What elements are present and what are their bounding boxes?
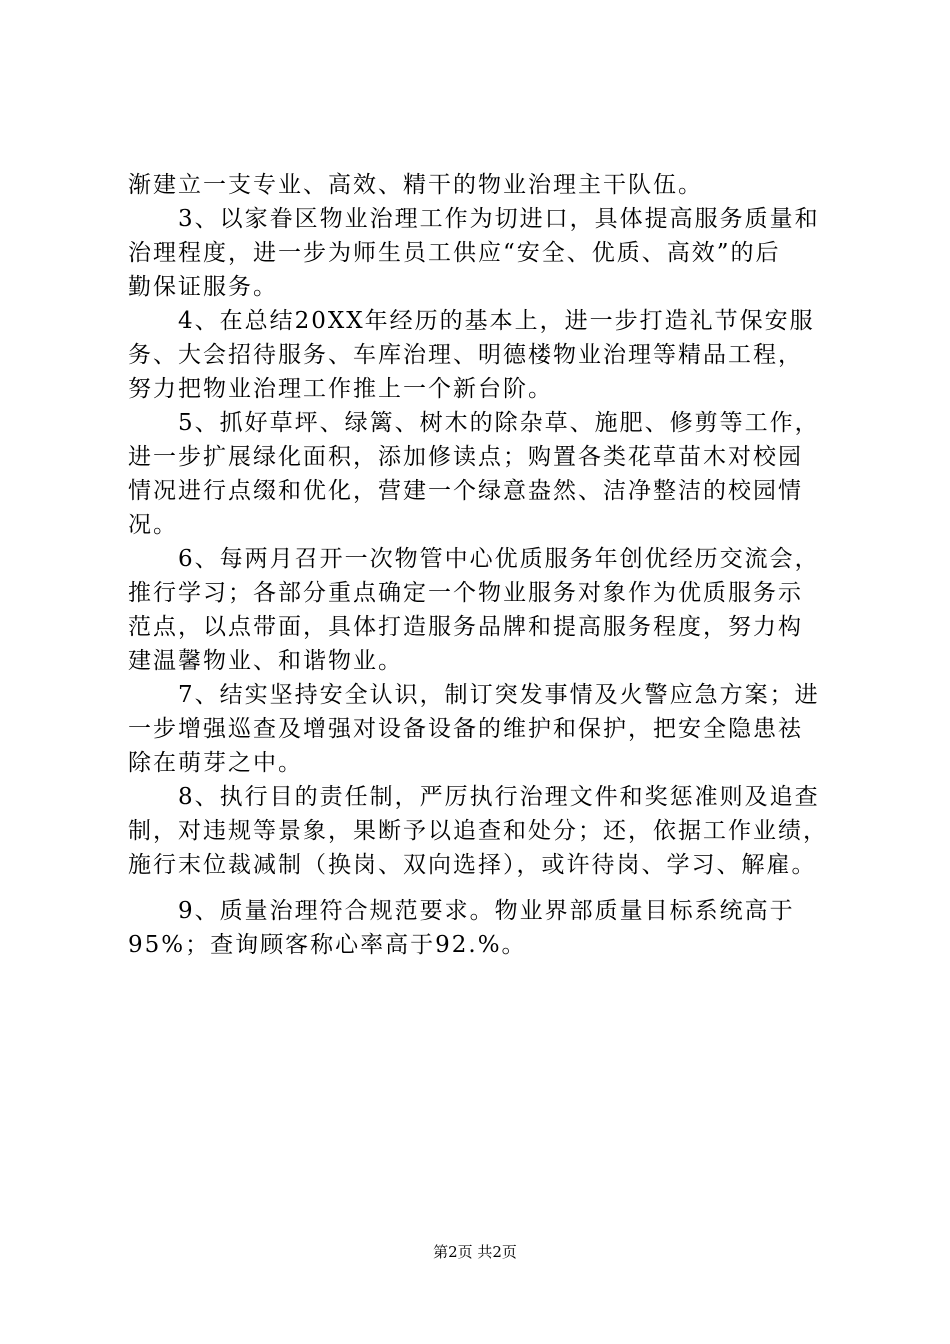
text-line: 一步增强巡查及增强对设备设备的维护和保护，把安全隐患祛 [128,716,803,742]
text-line: 制，对违规等景象，果断予以追查和处分；还，依据工作业绩， [128,818,828,844]
text-line: 推行学习；各部分重点确定一个物业服务对象作为优质服务示 [128,580,803,606]
text-line: 5、抓好草坪、绿篱、树木的除杂草、施肥、修剪等工作， [128,410,820,436]
text-line: 7、结实坚持安全认识，制订突发事情及火警应急方案；进 [128,682,820,708]
text-line: 除在萌芽之中。 [128,750,303,776]
paragraph-gap [128,882,836,894]
text-line: 范点，以点带面，具体打造服务品牌和提高服务程度，努力构 [128,614,803,640]
text-line: 勤保证服务。 [128,274,278,300]
text-line: 务、大会招待服务、车库治理、明德楼物业治理等精品工程， [128,342,803,368]
text-line: 建温馨物业、和谐物业。 [128,648,403,674]
text-line: 况。 [128,512,178,538]
text-line: 8、执行目的责任制，严厉执行治理文件和奖惩准则及追查 [128,784,820,810]
text-line: 9、质量治理符合规范要求。物业界部质量目标系统高于 [128,898,795,924]
text-line: 努力把物业治理工作推上一个新台阶。 [128,376,553,402]
document-body [128,168,836,962]
text-line: 情况进行点缀和优化，营建一个绿意盎然、洁净整洁的校园情 [128,478,803,504]
text-line: 4、在总结20XX年经历的基本上，进一步打造礼节保安服 [128,308,815,334]
text-line: 3、以家眷区物业治理工作为切进口，具体提高服务质量和 [128,206,820,232]
text-line: 渐建立一支专业、高效、精干的物业治理主干队伍。 [128,172,703,198]
text-line: 治理程度，进一步为师生员工供应“安全、优质、高效”的后 [128,240,781,266]
text-line: 进一步扩展绿化面积，添加修读点；购置各类花草苗木对校园 [128,444,803,470]
text-line: 95%；查询顾客称心率高于92.%。 [128,932,527,958]
text-line: 施行末位裁减制（换岗、双向选择），或许待岗、学习、解雇。 [128,852,817,878]
page-footer: 第2页 共2页 [433,1243,517,1261]
text-line: 6、每两月召开一次物管中心优质服务年创优经历交流会， [128,546,820,572]
